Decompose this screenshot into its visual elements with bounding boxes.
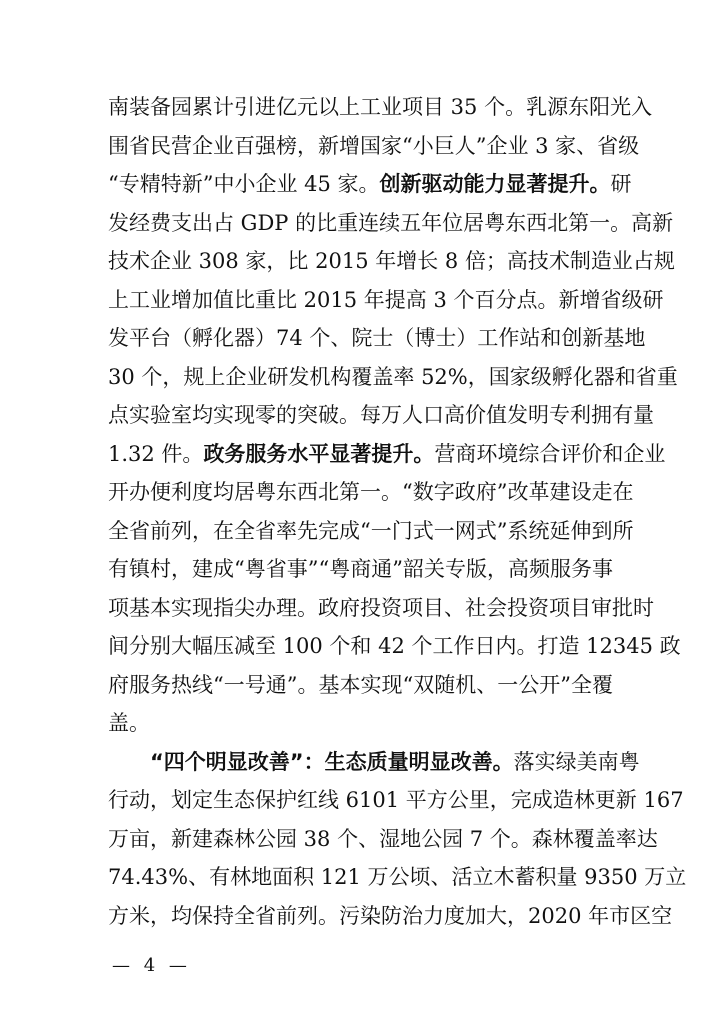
line-text: 技术企业 308 家，比 2015 年增长 8 倍；高技术制造业占规 bbox=[108, 249, 675, 273]
text-line bbox=[108, 788, 684, 812]
line-text: 方米，均保持全省前列。污染防治力度加大，2020 年市区空 bbox=[108, 903, 673, 928]
text-line bbox=[108, 634, 681, 658]
line-text: 74.43%、有林地面积 121 万公顷、活立木蓄积量 9350 万立 bbox=[108, 865, 687, 889]
line-text: 点实验室均实现零的突破。每万人口高价值发明专利拥有量 bbox=[108, 403, 654, 427]
line-text: 盖。 bbox=[108, 711, 150, 735]
line-text: 开办便利度均居粤东西北第一。“数字政府”改革建设走在 bbox=[108, 480, 634, 504]
line-text: 围省民营企业百强榜，新增国家“小巨人”企业 3 家、省级 bbox=[108, 133, 640, 158]
text-line bbox=[108, 865, 687, 889]
text-line bbox=[108, 133, 640, 158]
line-text: 万亩，新建森林公园 38 个、湿地公园 7 个。森林覆盖率达 bbox=[108, 826, 658, 851]
text-line bbox=[108, 480, 634, 504]
line-text: 行动，划定生态保护红线 6101 平方公里，完成造林更新 167 bbox=[108, 788, 684, 812]
text-line bbox=[108, 172, 632, 196]
line-text: 上工业增加值比重比 2015 年提高 3 个百分点。新增省级研 bbox=[108, 287, 664, 312]
line-text: 发经费支出占 GDP 的比重连续五年位居粤东西北第一。高新 bbox=[108, 210, 674, 235]
text-line bbox=[108, 711, 616, 735]
page-number: — 4 — bbox=[112, 955, 191, 976]
emphasis-heading: 创新驱动能力显著提升。 bbox=[379, 172, 611, 196]
text-line bbox=[108, 364, 678, 389]
text-line bbox=[108, 403, 654, 427]
line-text-segment: “专精特新”中小企业 45 家。 bbox=[108, 172, 380, 196]
emphasis-heading: 政务服务水平显著提升。 bbox=[203, 441, 435, 466]
line-text: 30 个，规上企业研发机构覆盖率 52%，国家级孵化器和省重 bbox=[108, 364, 678, 389]
emphasis-heading: “四个明显改善”：生态质量明显改善。 bbox=[150, 749, 514, 774]
text-line bbox=[108, 326, 646, 350]
text-line bbox=[108, 210, 674, 235]
line-text: 间分别大幅压减至 100 个和 42 个工作日内。打造 12345 政 bbox=[108, 634, 681, 658]
text-line bbox=[108, 287, 664, 312]
line-text-segment: 落实绿美南粤 bbox=[513, 749, 640, 774]
text-line bbox=[108, 826, 658, 851]
line-text: 发平台（孵化器）74 个、院士（博士）工作站和创新基地 bbox=[108, 326, 646, 350]
text-line bbox=[108, 595, 654, 620]
line-text: 南装备园累计引进亿元以上工业项目 35 个。乳源东阳光入 bbox=[108, 95, 653, 119]
text-line bbox=[108, 95, 653, 119]
text-line bbox=[108, 673, 616, 697]
line-text-segment: 研 bbox=[610, 172, 632, 196]
text-line bbox=[150, 749, 640, 774]
line-text-segment: 营商环境综合评价和企业 bbox=[434, 441, 666, 466]
text-line bbox=[108, 903, 673, 928]
line-text: 有镇村，建成“粤省事”“粤商通”韶关专版，高频服务事 bbox=[108, 557, 613, 581]
line-text: 全省前列，在全省率先完成“一门式一网式”系统延伸到所 bbox=[108, 518, 634, 543]
text-line bbox=[108, 518, 634, 543]
text-line bbox=[108, 441, 666, 466]
text-line bbox=[108, 557, 616, 581]
line-text-segment: 1.32 件。 bbox=[108, 441, 204, 466]
text-line bbox=[108, 249, 675, 273]
line-text: 府服务热线“一号通”。基本实现“双随机、一公开”全覆 bbox=[108, 672, 613, 697]
line-text: 项基本实现指尖办理。政府投资项目、社会投资项目审批时 bbox=[108, 595, 654, 620]
